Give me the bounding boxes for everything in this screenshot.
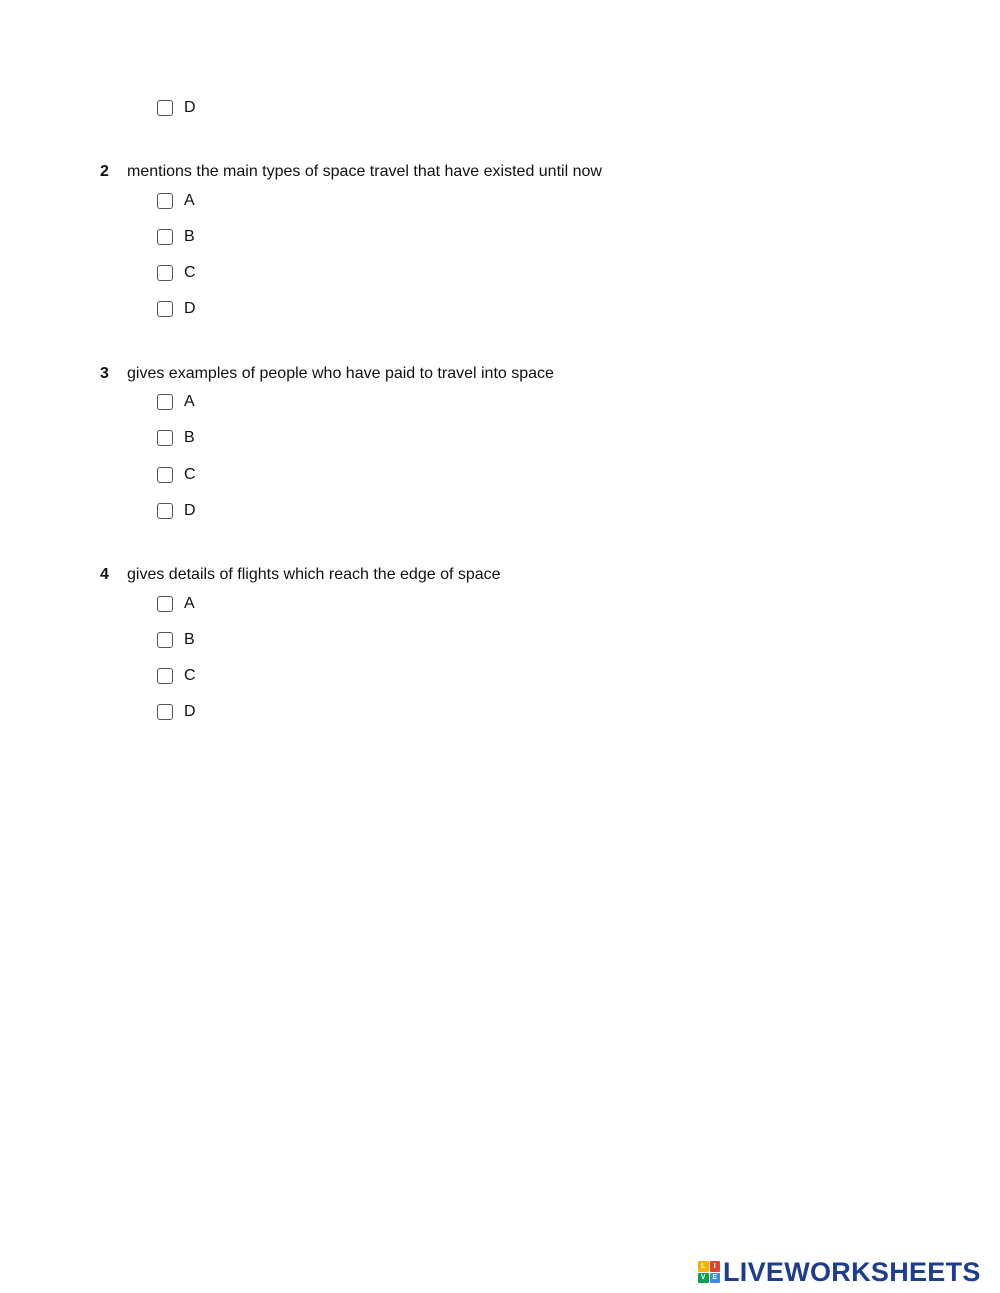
- question-number: 3: [100, 365, 109, 382]
- question-4: [100, 564, 501, 586]
- option-label: D: [184, 300, 196, 317]
- checkbox[interactable]: [157, 430, 173, 446]
- option-q3-a[interactable]: [157, 392, 195, 412]
- option-q4-d[interactable]: [157, 702, 196, 722]
- checkbox[interactable]: [157, 668, 173, 684]
- option-q2-c[interactable]: [157, 263, 196, 283]
- option-label: C: [184, 264, 196, 281]
- checkbox[interactable]: [157, 467, 173, 483]
- question-text: gives examples of people who have paid to travel into space: [127, 365, 554, 382]
- checkbox[interactable]: [157, 265, 173, 281]
- logo-tiles-icon: [698, 1261, 720, 1283]
- option-label: D: [184, 703, 196, 720]
- option-q3-d[interactable]: [157, 501, 196, 521]
- option-q2-b[interactable]: [157, 227, 195, 247]
- option-label: C: [184, 667, 196, 684]
- liveworksheets-logo: [698, 1257, 981, 1287]
- question-text: mentions the main types of space travel that have existed until now: [127, 163, 602, 180]
- option-label: D: [184, 502, 196, 519]
- logo-tile: V: [698, 1273, 709, 1284]
- option-label: B: [184, 631, 195, 648]
- option-label: A: [184, 192, 195, 209]
- option-q1-d[interactable]: [157, 98, 196, 118]
- checkbox[interactable]: [157, 229, 173, 245]
- checkbox[interactable]: [157, 596, 173, 612]
- option-label: C: [184, 466, 196, 483]
- question-number: 4: [100, 566, 109, 583]
- option-label: D: [184, 99, 196, 116]
- logo-text: LIVEWORKSHEETS: [723, 1256, 981, 1287]
- option-q2-a[interactable]: [157, 191, 195, 211]
- logo-tile: L: [698, 1261, 709, 1272]
- question-2: [100, 161, 602, 183]
- logo-tile: I: [710, 1261, 721, 1272]
- checkbox[interactable]: [157, 193, 173, 209]
- option-label: B: [184, 228, 195, 245]
- option-q4-b[interactable]: [157, 630, 195, 650]
- option-q4-c[interactable]: [157, 666, 196, 686]
- option-q3-c[interactable]: [157, 465, 196, 485]
- checkbox[interactable]: [157, 100, 173, 116]
- question-3: [100, 363, 554, 385]
- checkbox[interactable]: [157, 704, 173, 720]
- option-q4-a[interactable]: [157, 594, 195, 614]
- question-number: 2: [100, 163, 109, 180]
- option-q3-b[interactable]: [157, 428, 195, 448]
- checkbox[interactable]: [157, 301, 173, 317]
- question-text: gives details of flights which reach the edge of space: [127, 566, 501, 583]
- checkbox[interactable]: [157, 394, 173, 410]
- checkbox[interactable]: [157, 632, 173, 648]
- option-label: A: [184, 595, 195, 612]
- checkbox[interactable]: [157, 503, 173, 519]
- option-label: A: [184, 393, 195, 410]
- option-q2-d[interactable]: [157, 299, 196, 319]
- option-label: B: [184, 429, 195, 446]
- logo-tile: E: [710, 1273, 721, 1284]
